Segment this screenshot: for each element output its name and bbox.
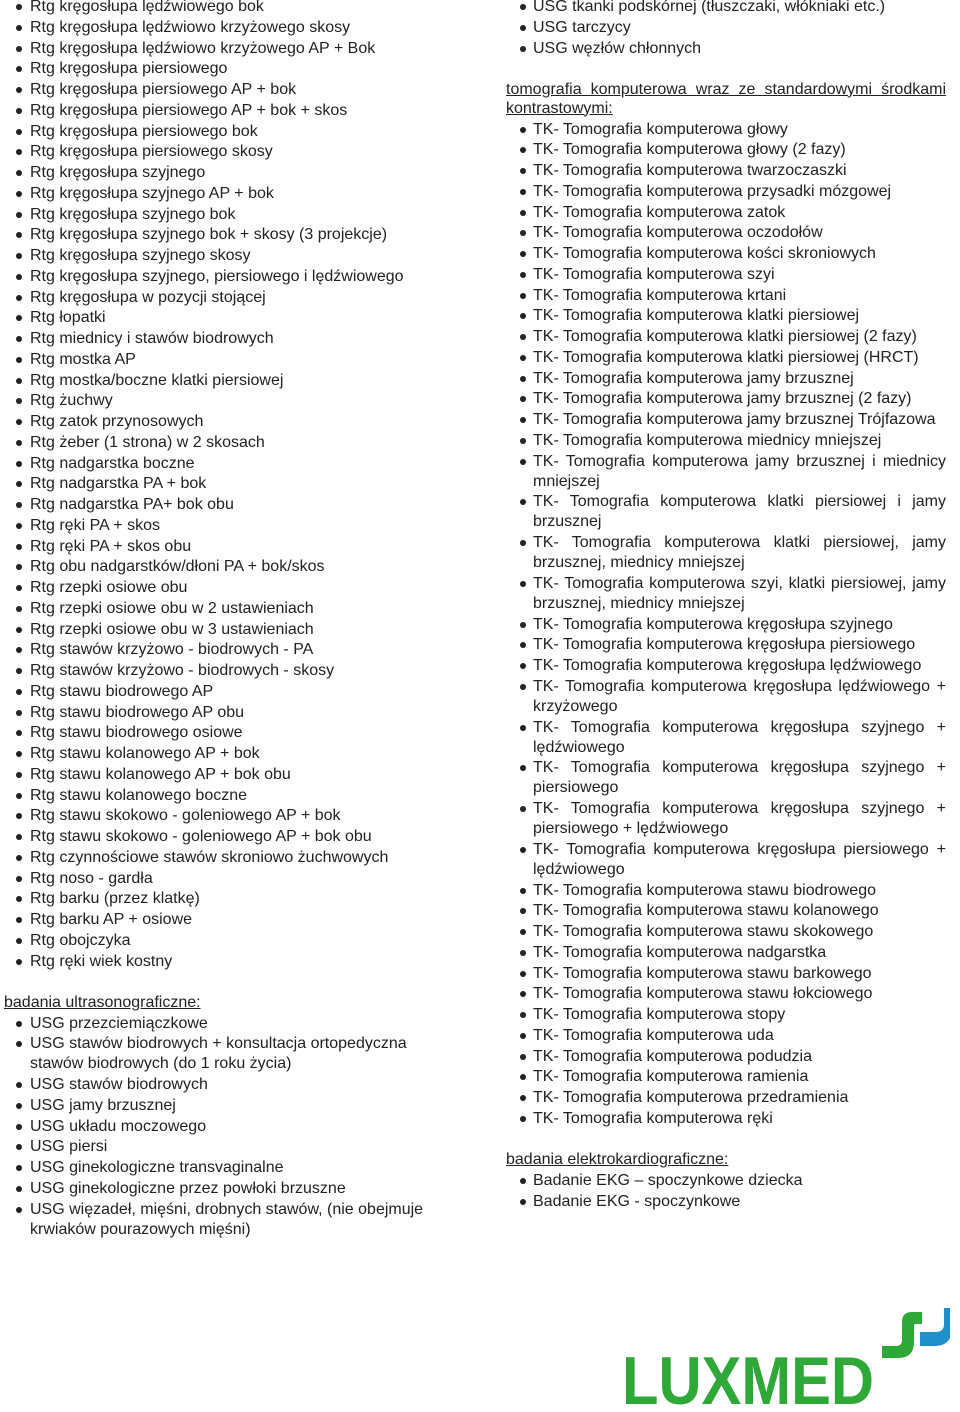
tk-heading: tomografia komputerowa wraz ze standardowymi środkami kontrastowymi: [506, 80, 946, 117]
list-item: Rtg stawu skokowo - goleniowego AP + bok obu [0, 827, 450, 847]
left-column [0, 0, 450, 1240]
list-item: TK- Tomografia komputerowa twarzoczaszki [506, 161, 946, 181]
list-item: TK- Tomografia komputerowa jamy brzusznej [506, 369, 946, 389]
list-item: TK- Tomografia komputerowa kręgosłupa piersiowego [506, 635, 946, 655]
list-item: Rtg czynnościowe stawów skroniowo żuchwowych [0, 848, 450, 868]
ekg-heading: badania elektrokardiograficzne: [506, 1150, 729, 1168]
list-item: USG tkanki podskórnej (tłuszczaki, włókniaki etc.) [506, 0, 946, 17]
list-item: TK- Tomografia komputerowa zatok [506, 203, 946, 223]
list-item: Rtg mostka AP [0, 350, 450, 370]
list-item: Rtg kręgosłupa piersiowego [0, 59, 450, 79]
list-item: Rtg ręki PA + skos [0, 516, 450, 536]
list-item: Rtg rzepki osiowe obu w 3 ustawieniach [0, 620, 450, 640]
list-item: TK- Tomografia komputerowa głowy (2 fazy) [506, 140, 946, 160]
list-item: Rtg ręki PA + skos obu [0, 537, 450, 557]
list-item: TK- Tomografia komputerowa krtani [506, 286, 946, 306]
list-item: Rtg nadgarstka PA + bok [0, 474, 450, 494]
list-item: TK- Tomografia komputerowa stawu barkowego [506, 964, 946, 984]
list-item: Rtg barku AP + osiowe [0, 910, 450, 930]
list-item: TK- Tomografia komputerowa stopy [506, 1005, 946, 1025]
list-item: TK- Tomografia komputerowa ramienia [506, 1067, 946, 1087]
list-item: TK- Tomografia komputerowa nadgarstka [506, 943, 946, 963]
list-item: Rtg kręgosłupa szyjnego AP + bok [0, 184, 450, 204]
list-item: Rtg kręgosłupa szyjnego skosy [0, 246, 450, 266]
rtg-list [0, 0, 450, 972]
list-item: TK- Tomografia komputerowa głowy [506, 120, 946, 140]
list-item: TK- Tomografia komputerowa klatki piersiowej, jamy brzusznej, miednicy mniejszej [506, 533, 946, 573]
logo-mark-blue-stroke [920, 1308, 950, 1346]
luxmed-mark-icon [882, 1308, 950, 1358]
list-item: Rtg stawu biodrowego AP [0, 682, 450, 702]
list-item: USG piersi [0, 1137, 450, 1157]
list-item: Rtg barku (przez klatkę) [0, 889, 450, 909]
list-item: TK- Tomografia komputerowa przysadki mózgowej [506, 182, 946, 202]
list-item: Rtg stawu kolanowego AP + bok obu [0, 765, 450, 785]
list-item: TK- Tomografia komputerowa kręgosłupa szyjnego [506, 615, 946, 635]
list-item: Rtg obu nadgarstków/dłoni PA + bok/skos [0, 557, 450, 577]
list-item: TK- Tomografia komputerowa kręgosłupa piersiowego + lędźwiowego [506, 840, 946, 880]
usg-heading: badania ultrasonograficzne: [4, 993, 201, 1011]
usg-list [0, 1014, 450, 1240]
list-item: TK- Tomografia komputerowa jamy brzusznej (2 fazy) [506, 389, 946, 409]
list-item: Rtg kręgosłupa lędźwiowo krzyżowego AP + Bok [0, 39, 450, 59]
list-item: USG stawów biodrowych + konsultacja ortopedyczna stawów biodrowych (do 1 roku życia) [0, 1034, 450, 1074]
list-item: Rtg żeber (1 strona) w 2 skosach [0, 433, 450, 453]
list-item: Rtg kręgosłupa lędźwiowo krzyżowego skosy [0, 18, 450, 38]
list-item: Rtg stawu skokowo - goleniowego AP + bok [0, 806, 450, 826]
list-item: Rtg rzepki osiowe obu w 2 ustawieniach [0, 599, 450, 619]
list-item: Rtg łopatki [0, 308, 450, 328]
list-item: USG przezciemiączkowe [0, 1014, 450, 1034]
list-item: TK- Tomografia komputerowa stawu biodrowego [506, 881, 946, 901]
list-item: USG węzłów chłonnych [506, 39, 946, 59]
list-item: USG ginekologiczne transvaginalne [0, 1158, 450, 1178]
list-item: Rtg kręgosłupa szyjnego bok [0, 205, 450, 225]
list-item: USG więzadeł, mięśni, drobnych stawów, (nie obejmuje krwiaków pourazowych mięśni) [0, 1200, 450, 1240]
list-item: TK- Tomografia komputerowa miednicy mniejszej [506, 431, 946, 451]
right-column [506, 0, 946, 1212]
list-item: TK- Tomografia komputerowa kręgosłupa lędźwiowego [506, 656, 946, 676]
list-item: Rtg zatok przynosowych [0, 412, 450, 432]
luxmed-wordmark: LUXMED [622, 1343, 874, 1408]
list-item: Rtg nadgarstka boczne [0, 454, 450, 474]
list-item: USG układu moczowego [0, 1117, 450, 1137]
list-item: Rtg kręgosłupa szyjnego [0, 163, 450, 183]
list-item: USG ginekologiczne przez powłoki brzuszne [0, 1179, 450, 1199]
list-item: Rtg kręgosłupa piersiowego bok [0, 122, 450, 142]
list-item: TK- Tomografia komputerowa oczodołów [506, 223, 946, 243]
list-item: TK- Tomografia komputerowa klatki piersiowej i jamy brzusznej [506, 492, 946, 532]
list-item: Rtg nadgarstka PA+ bok obu [0, 495, 450, 515]
list-item: Badanie EKG – spoczynkowe dziecka [506, 1171, 946, 1191]
logo-mark-green-stroke [882, 1312, 922, 1358]
list-item: Rtg żuchwy [0, 391, 450, 411]
list-item: TK- Tomografia komputerowa szyi [506, 265, 946, 285]
list-item: TK- Tomografia komputerowa kręgosłupa szyjnego + piersiowego [506, 758, 946, 798]
list-item: TK- Tomografia komputerowa uda [506, 1026, 946, 1046]
list-item: TK- Tomografia komputerowa przedramienia [506, 1088, 946, 1108]
list-item: Rtg kręgosłupa lędźwiowego bok [0, 0, 450, 17]
list-item: USG jamy brzusznej [0, 1096, 450, 1116]
list-item: Rtg stawów krzyżowo - biodrowych - PA [0, 640, 450, 660]
luxmed-logo [620, 1302, 950, 1408]
list-item: TK- Tomografia komputerowa jamy brzusznej i miednicy mniejszej [506, 452, 946, 492]
list-item: TK- Tomografia komputerowa ręki [506, 1109, 946, 1129]
list-item: Badanie EKG - spoczynkowe [506, 1192, 946, 1212]
list-item: TK- Tomografia komputerowa kości skroniowych [506, 244, 946, 264]
list-item: Rtg ręki wiek kostny [0, 952, 450, 972]
list-item: TK- Tomografia komputerowa stawu skokowego [506, 922, 946, 942]
list-item: Rtg kręgosłupa piersiowego AP + bok + skos [0, 101, 450, 121]
list-item: Rtg obojczyka [0, 931, 450, 951]
list-item: USG stawów biodrowych [0, 1075, 450, 1095]
list-item: TK- Tomografia komputerowa kręgosłupa lędźwiowego + krzyżowego [506, 677, 946, 717]
list-item: Rtg kręgosłupa w pozycji stojącej [0, 288, 450, 308]
list-item: Rtg kręgosłupa piersiowego AP + bok [0, 80, 450, 100]
list-item: Rtg rzepki osiowe obu [0, 578, 450, 598]
list-item: TK- Tomografia komputerowa kręgosłupa szyjnego + lędźwiowego [506, 718, 946, 758]
list-item: Rtg miednicy i stawów biodrowych [0, 329, 450, 349]
list-item: Rtg stawu kolanowego boczne [0, 786, 450, 806]
list-item: Rtg stawu kolanowego AP + bok [0, 744, 450, 764]
list-item: Rtg stawu biodrowego AP obu [0, 703, 450, 723]
list-item: Rtg mostka/boczne klatki piersiowej [0, 371, 450, 391]
list-item: TK- Tomografia komputerowa klatki piersiowej (2 fazy) [506, 327, 946, 347]
tk-list [506, 120, 946, 1129]
list-item: TK- Tomografia komputerowa podudzia [506, 1047, 946, 1067]
list-item: TK- Tomografia komputerowa stawu kolanowego [506, 901, 946, 921]
list-item: Rtg noso - gardła [0, 869, 450, 889]
list-item: Rtg kręgosłupa szyjnego bok + skosy (3 projekcje) [0, 225, 450, 245]
list-item: USG tarczycy [506, 18, 946, 38]
list-item: TK- Tomografia komputerowa klatki piersiowej (HRCT) [506, 348, 946, 368]
list-item: Rtg stawów krzyżowo - biodrowych - skosy [0, 661, 450, 681]
list-item: TK- Tomografia komputerowa kręgosłupa szyjnego + piersiowego + lędźwiowego [506, 799, 946, 839]
list-item: TK- Tomografia komputerowa jamy brzusznej Trójfazowa [506, 410, 946, 430]
usg-continued-list [506, 0, 946, 59]
list-item: Rtg stawu biodrowego osiowe [0, 723, 450, 743]
list-item: TK- Tomografia komputerowa klatki piersiowej [506, 306, 946, 326]
list-item: TK- Tomografia komputerowa stawu łokciowego [506, 984, 946, 1004]
ekg-list [506, 1171, 946, 1212]
list-item: TK- Tomografia komputerowa szyi, klatki piersiowej, jamy brzusznej, miednicy mniejszej [506, 574, 946, 614]
list-item: Rtg kręgosłupa piersiowego skosy [0, 142, 450, 162]
list-item: Rtg kręgosłupa szyjnego, piersiowego i lędźwiowego [0, 267, 450, 287]
